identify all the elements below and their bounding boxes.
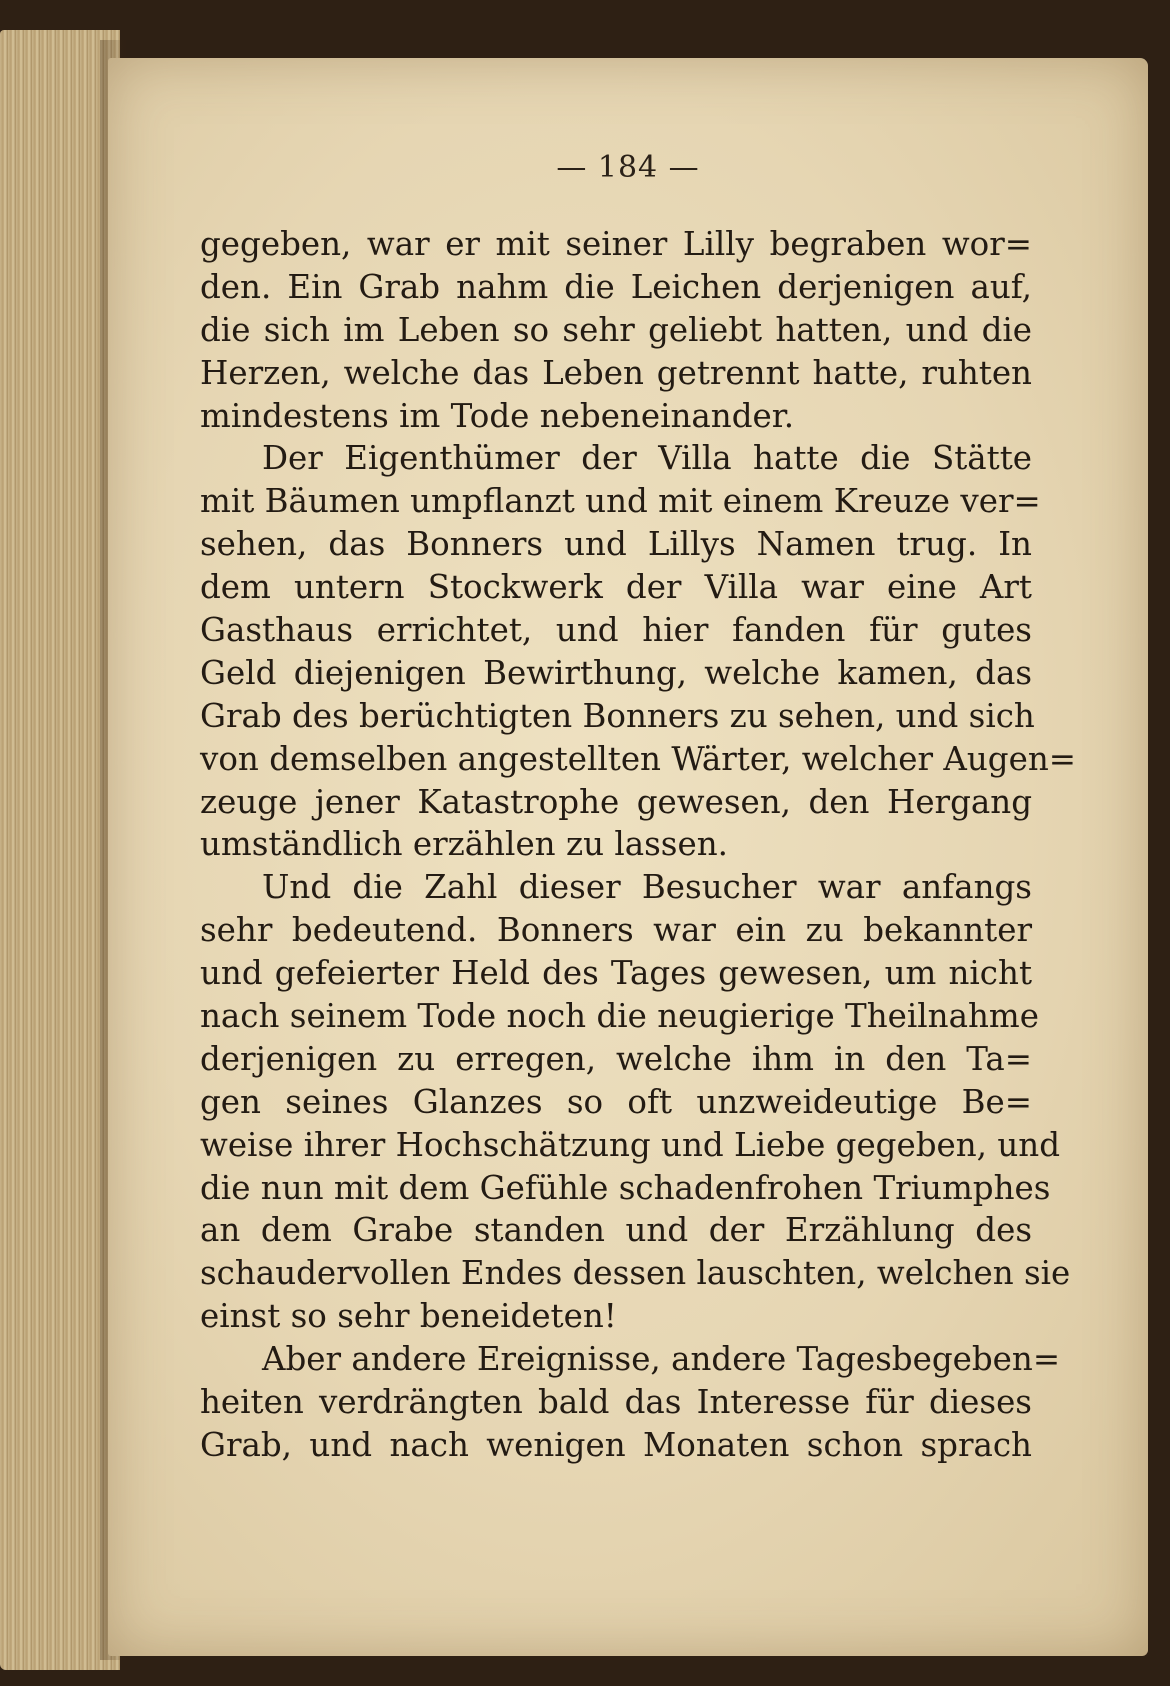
text-line: die nun mit dem Gefühle schadenfrohen Triumphes	[200, 1168, 1051, 1207]
text-line: Grab des berüchtigten Bonners zu sehen, und sich	[200, 696, 1035, 735]
text-line: Herzen, welche das Leben getrennt hatte, ruhten	[200, 353, 1032, 392]
text-line: Gasthaus errichtet, und hier fanden für gutes	[200, 611, 1032, 650]
text-line: gen seines Glanzes so oft unzweideutige Be=	[200, 1082, 1032, 1121]
text-line: Aber andere Ereignisse, andere Tagesbegeben=	[262, 1340, 1061, 1379]
book-page	[108, 58, 1148, 1656]
text-line: dem untern Stockwerk der Villa war eine Art	[200, 568, 1032, 607]
text-line: heiten verdrängten bald das Interesse für dieses	[200, 1383, 1032, 1422]
text-line: mit Bäumen umpflanzt und mit einem Kreuze ver=	[200, 482, 1041, 521]
text-line: die sich im Leben so sehr geliebt hatten, und die	[200, 310, 1032, 349]
text-line: den. Ein Grab nahm die Leichen derjenigen auf,	[200, 267, 1032, 306]
body-text	[200, 223, 1077, 1467]
text-line: von demselben angestellten Wärter, welcher Augen=	[200, 739, 1077, 778]
page-number: — 184 —	[556, 150, 700, 185]
text-line: nach seinem Tode noch die neugierige Theilnahme	[200, 997, 1039, 1036]
text-line: schaudervollen Endes dessen lauschten, welchen sie	[200, 1254, 1071, 1293]
text-line: Der Eigenthümer der Villa hatte die Stätte	[262, 439, 1032, 478]
text-line: derjenigen zu erregen, welche ihm in den Ta=	[200, 1039, 1032, 1078]
text-line: zeuge jener Katastrophe gewesen, den Hergang	[200, 782, 1032, 821]
text-line: einst so sehr beneideten!	[200, 1297, 617, 1336]
text-line: Und die Zahl dieser Besucher war anfangs	[262, 868, 1032, 907]
text-line: sehen, das Bonners und Lillys Namen trug. In	[200, 525, 1032, 564]
text-line: gegeben, war er mit seiner Lilly begraben wor=	[200, 225, 1032, 263]
text-line: Geld diejenigen Bewirthung, welche kamen, das	[200, 653, 1032, 692]
text-line: mindestens im Tode nebeneinander.	[200, 396, 795, 435]
text-line: umständlich erzählen zu lassen.	[200, 825, 728, 864]
text-line: weise ihrer Hochschätzung und Liebe gegeben, und	[200, 1125, 1061, 1164]
text-line: sehr bedeutend. Bonners war ein zu bekannter	[200, 911, 1032, 950]
text-line: und gefeierter Held des Tages gewesen, um nicht	[200, 954, 1032, 993]
text-line: Grab, und nach wenigen Monaten schon sprach	[200, 1425, 1032, 1464]
text-line: an dem Grabe standen und der Erzählung des	[200, 1211, 1032, 1250]
